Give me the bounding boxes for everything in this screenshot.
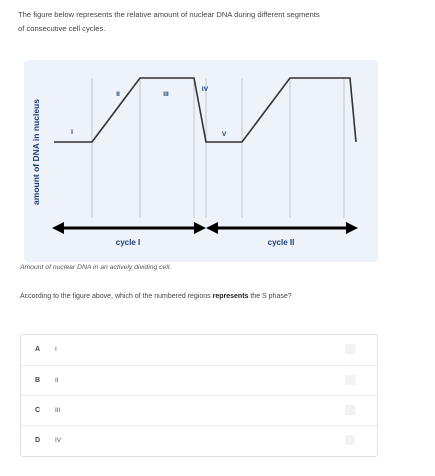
question-text <box>20 293 292 300</box>
region-label-i: I <box>71 129 73 136</box>
option-letter: D <box>35 437 41 444</box>
answer-option-b[interactable] <box>21 365 377 395</box>
option-letter: B <box>35 377 41 384</box>
region-label-iii: III <box>163 91 169 98</box>
answer-option-a[interactable] <box>21 335 377 365</box>
option-text: IV <box>55 437 62 444</box>
answer-option-c[interactable] <box>21 395 377 425</box>
region-label-ii: II <box>116 91 120 98</box>
option-text: I <box>55 346 57 353</box>
checkbox-icon[interactable] <box>345 435 355 445</box>
option-text: III <box>55 407 61 414</box>
option-letter: A <box>35 346 41 353</box>
cycle-ii-arrow-right-head <box>346 222 358 234</box>
cycle-ii-arrow-left-head <box>206 222 218 234</box>
cycle-i-arrow-left-head <box>52 222 64 234</box>
question-suffix: the S phase? <box>248 293 292 300</box>
intro-line-1: The figure below represents the relative amount of nuclear DNA during different segments <box>18 10 320 19</box>
option-text: II <box>55 377 59 384</box>
region-label-v: V <box>221 131 227 138</box>
checkbox-icon[interactable] <box>345 344 355 354</box>
answer-options <box>20 334 378 457</box>
region-label-iv: IV <box>201 86 209 93</box>
checkbox-icon[interactable] <box>345 375 355 385</box>
cycle-i-arrow-right-head <box>194 222 206 234</box>
cycle-ii-label: cycle II <box>267 238 295 247</box>
question-prefix: According to the figure above, which of the numbered regions <box>20 293 213 300</box>
figure-y-axis-label: amount of DNA in nucleus <box>31 99 41 205</box>
question-emphasis: represents <box>212 293 249 300</box>
option-letter: C <box>35 407 41 414</box>
cycle-i-label: cycle I <box>115 238 141 247</box>
checkbox-icon[interactable] <box>345 405 355 415</box>
figure-caption: Amount of nuclear DNA in an actively dividing cell. <box>20 264 172 271</box>
answer-option-d[interactable] <box>21 425 377 455</box>
intro-line-2: of consecutive cell cycles. <box>18 24 106 33</box>
